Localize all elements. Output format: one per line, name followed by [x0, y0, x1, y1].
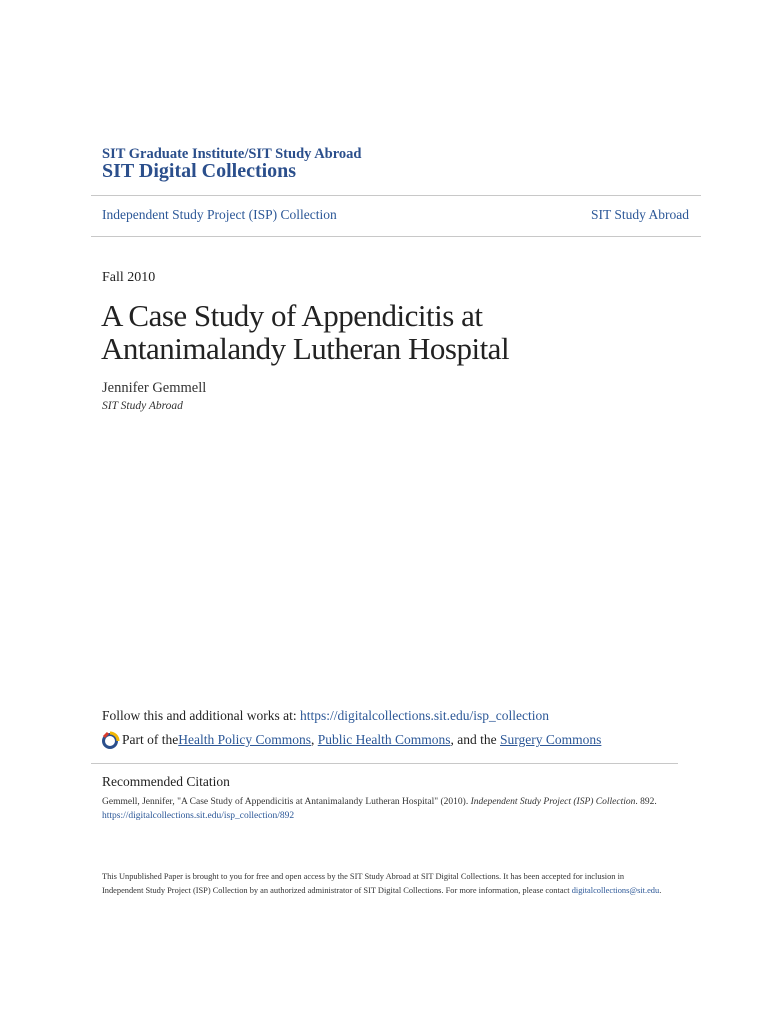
part-of-prefix: Part of the: [122, 732, 179, 747]
program-link[interactable]: SIT Study Abroad: [590, 207, 689, 222]
part-of-line: [102, 731, 601, 749]
citation-text: Gemmell, Jennifer, "A Case Study of Appendicitis at Antanimalandy Lutheran Hospital" (2010).: [102, 797, 471, 807]
citation-body: [102, 795, 662, 823]
access-notice: [102, 870, 662, 898]
citation-heading: Recommended Citation: [102, 774, 230, 789]
surgery-commons-link[interactable]: Surgery Commons: [500, 732, 602, 747]
paper-title: A Case Study of Appendicitis at Antanimalandy Lutheran Hospital: [101, 298, 510, 366]
notice-text: This Unpublished Paper is brought to you for free and open access by the SIT Study Abroad at SIT Digital Collections. It has been accepted for inclusion in Independent Study Project (ISP) Collection by an authorized administrator of SIT Digital Collections. For more information, please contact: [102, 872, 625, 895]
follow-line: [102, 708, 549, 724]
author-name: Jennifer Gemmell: [102, 380, 207, 396]
contact-email-link[interactable]: digitalcollections@sit.edu: [571, 886, 660, 895]
follow-prefix: Follow this and additional works at:: [102, 708, 300, 723]
publication-date: Fall 2010: [102, 270, 156, 285]
institution-name[interactable]: SIT Graduate Institute/SIT Study Abroad: [102, 146, 362, 162]
public-health-commons-link[interactable]: Public Health Commons: [317, 732, 451, 747]
part-of-separator-2: , and the: [450, 732, 500, 747]
collection-url-link[interactable]: https://digitalcollections.sit.edu/isp_collection: [300, 708, 549, 723]
citation-url-link[interactable]: https://digitalcollections.sit.edu/isp_collection/892: [102, 811, 295, 821]
notice-end: .: [659, 886, 662, 895]
author-affiliation: SIT Study Abroad: [102, 400, 183, 412]
header-divider-bottom: [91, 236, 701, 237]
citation-number: . 892.: [635, 797, 657, 807]
header-divider-top: [91, 195, 701, 196]
repository-name[interactable]: SIT Digital Collections: [102, 160, 297, 182]
bepress-network-icon: [102, 731, 120, 749]
part-of-separator-1: ,: [311, 732, 318, 747]
health-policy-commons-link[interactable]: Health Policy Commons: [178, 732, 311, 747]
citation-series: Independent Study Project (ISP) Collection: [470, 797, 636, 807]
collection-link[interactable]: Independent Study Project (ISP) Collection: [102, 207, 337, 222]
citation-divider: [91, 763, 678, 764]
